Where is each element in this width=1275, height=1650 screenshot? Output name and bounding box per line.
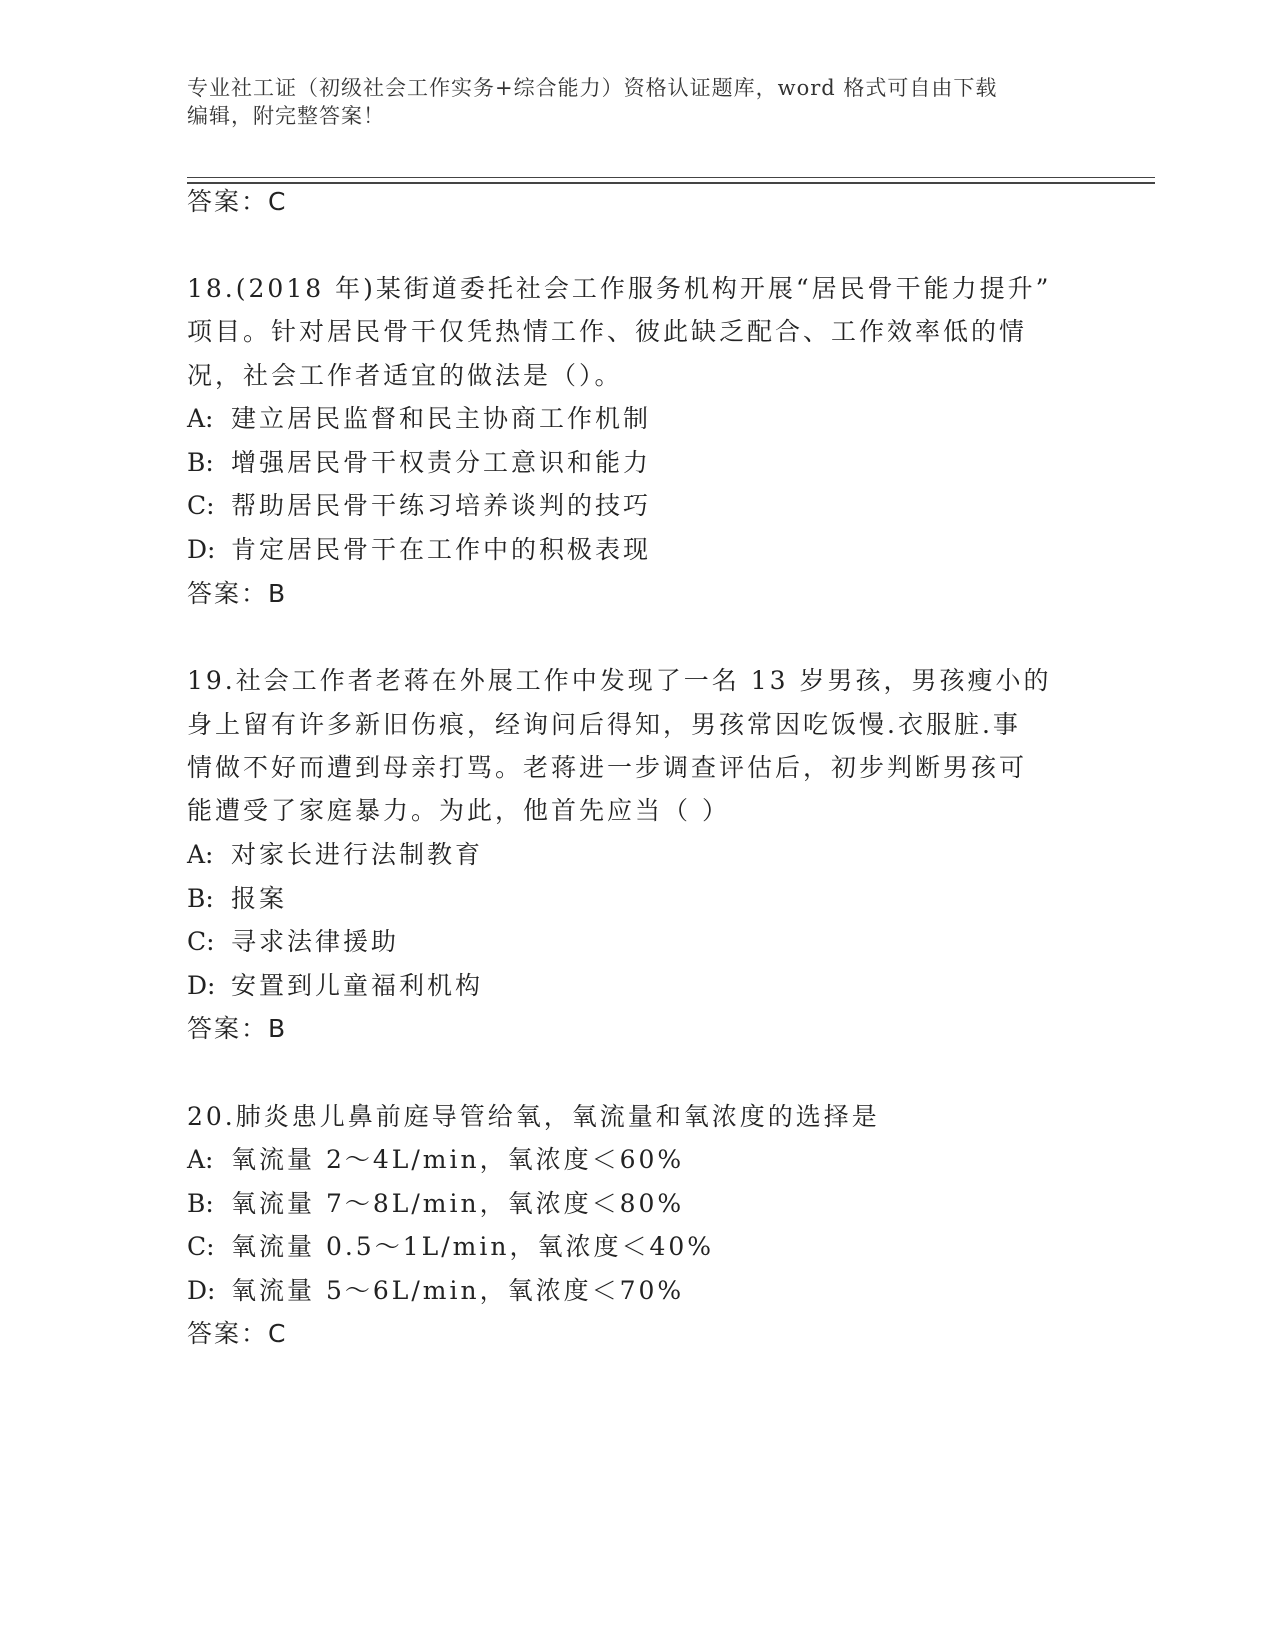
option-text: 增强居民骨干权责分工意识和能力 — [231, 448, 652, 477]
option-text: 氧流量 2～4L/min，氧浓度＜60% — [231, 1145, 685, 1174]
option-text: 建立居民监督和民主协商工作机制 — [231, 404, 652, 433]
question-19-line-1: 19.社会工作者老蒋在外展工作中发现了一名 13 岁男孩，男孩瘦小的 — [187, 666, 1052, 695]
option-letter: C: — [187, 1232, 215, 1261]
option-letter: B: — [187, 448, 214, 477]
option-text: 报案 — [231, 884, 288, 913]
header-divider-thin — [187, 177, 1155, 178]
option-letter: A: — [187, 404, 214, 433]
question-20-line-1: 20.肺炎患儿鼻前庭导管给氧，氧流量和氧浓度的选择是 — [187, 1102, 880, 1131]
option-letter: B: — [187, 884, 214, 913]
question-18-option-c — [187, 490, 651, 522]
option-text: 氧流量 0.5～1L/min，氧浓度＜40% — [231, 1232, 715, 1261]
question-18-answer: 答案：B — [187, 579, 288, 608]
option-text: 安置到儿童福利机构 — [231, 971, 484, 1000]
option-text: 肯定居民骨干在工作中的积极表现 — [231, 535, 652, 564]
question-20-option-c — [187, 1231, 714, 1263]
option-text: 对家长进行法制教育 — [231, 840, 484, 869]
question-18-option-a — [187, 403, 651, 435]
option-letter: D: — [187, 1276, 216, 1305]
option-text: 帮助居民骨干练习培养谈判的技巧 — [231, 491, 652, 520]
question-19-answer: 答案：B — [187, 1014, 288, 1043]
header-divider-thick — [187, 182, 1155, 184]
option-letter: C: — [187, 491, 215, 520]
page-header — [187, 74, 1087, 130]
question-19-option-d — [187, 970, 483, 1002]
option-text: 氧流量 5～6L/min，氧浓度＜70% — [231, 1276, 685, 1305]
question-18-line-3: 况，社会工作者适宜的做法是（）。 — [187, 361, 623, 390]
question-20-option-d — [187, 1275, 684, 1307]
question-20-option-a — [187, 1144, 684, 1176]
option-letter: D: — [187, 971, 216, 1000]
question-19-line-3: 情做不好而遭到母亲打骂。老蒋进一步调查评估后，初步判断男孩可 — [187, 753, 1028, 782]
question-19-option-b — [187, 883, 287, 915]
option-letter: D: — [187, 535, 216, 564]
question-18-line-2: 项目。针对居民骨干仅凭热情工作、彼此缺乏配合、工作效率低的情 — [187, 317, 1028, 346]
header-line-2: 编辑，附完整答案！ — [187, 104, 385, 128]
question-20-answer: 答案：C — [187, 1319, 288, 1348]
question-19-line-4: 能遭受了家庭暴力。为此，他首先应当（ ） — [187, 796, 730, 825]
question-19-line-2: 身上留有许多新旧伤痕，经询问后得知，男孩常因吃饭慢.衣服脏.事 — [187, 710, 1021, 739]
option-text: 寻求法律援助 — [231, 927, 400, 956]
question-18-line-1: 18.(2018 年)某街道委托社会工作服务机构开展“居民骨干能力提升” — [187, 274, 1052, 303]
option-text: 氧流量 7～8L/min，氧浓度＜80% — [231, 1189, 685, 1218]
question-18-option-d — [187, 534, 651, 566]
answer-previous: 答案：C — [187, 187, 288, 216]
option-letter: A: — [187, 840, 214, 869]
question-18-option-b — [187, 447, 651, 479]
question-19-option-a — [187, 839, 483, 871]
option-letter: B: — [187, 1189, 214, 1218]
question-20-option-b — [187, 1188, 684, 1220]
question-19-option-c — [187, 926, 399, 958]
option-letter: A: — [187, 1145, 214, 1174]
option-letter: C: — [187, 927, 215, 956]
header-line-1: 专业社工证（初级社会工作实务+综合能力）资格认证题库，word 格式可自由下载 — [187, 76, 998, 100]
